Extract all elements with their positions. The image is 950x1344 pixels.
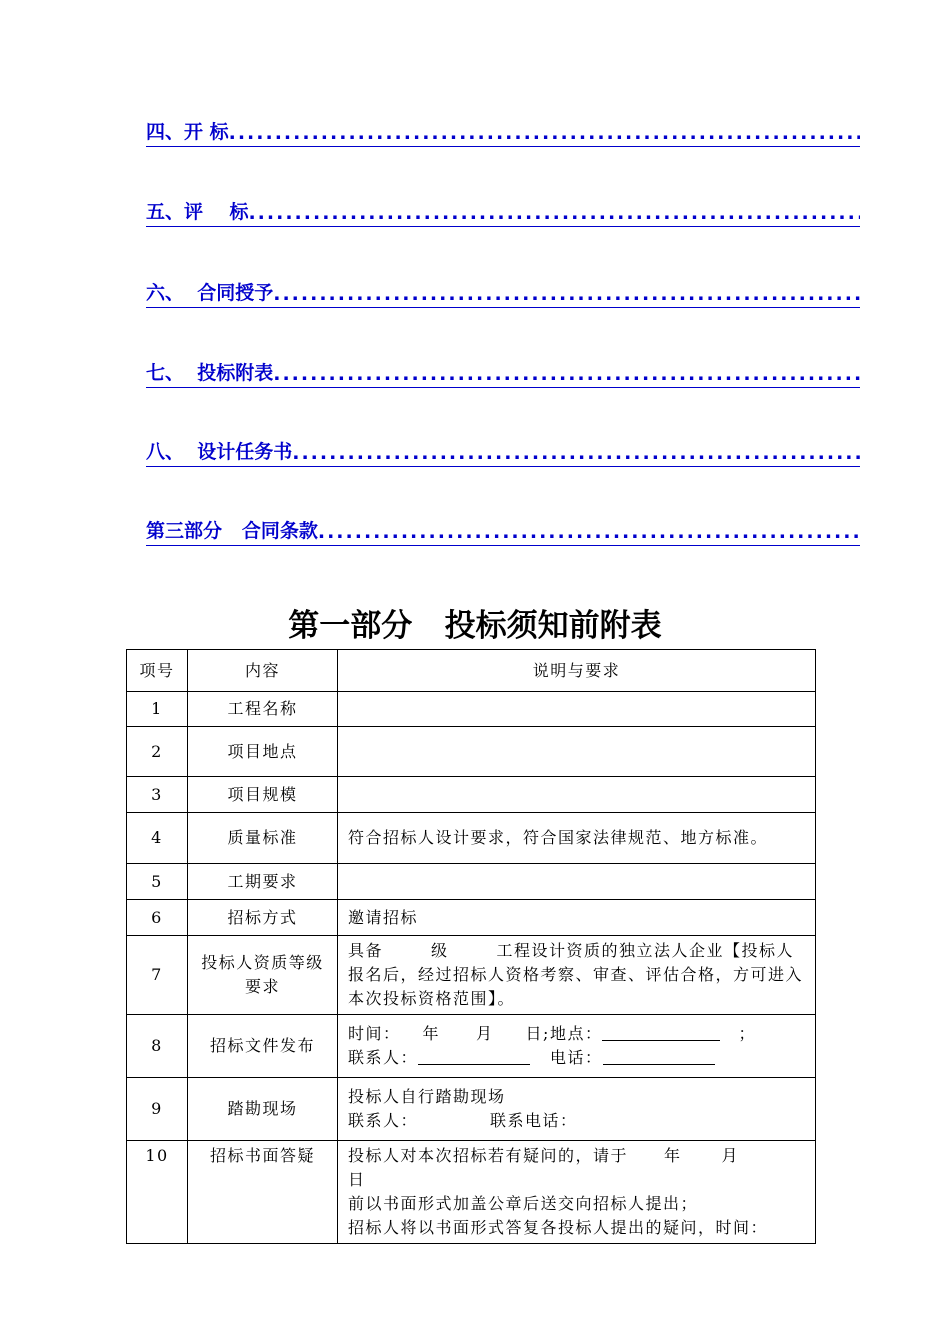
toc-entry-contract-award[interactable]	[146, 281, 860, 308]
row-no: 8	[127, 1015, 188, 1078]
row-desc	[338, 864, 816, 900]
toc-entry-label: 七、 投标附表	[146, 362, 274, 384]
toc-leader-dots	[248, 202, 860, 226]
qa-line-1	[348, 1144, 805, 1192]
table-row	[127, 813, 816, 864]
row-desc	[338, 777, 816, 813]
phone-blank	[603, 1046, 715, 1065]
release-year-label: 年	[422, 1024, 441, 1043]
header-content: 内容	[188, 650, 338, 692]
row-no: 5	[127, 864, 188, 900]
qa-year-label: 年	[664, 1146, 682, 1165]
semicolon: ；	[738, 1024, 756, 1043]
row-desc	[338, 936, 816, 1015]
toc-leader-dots	[229, 122, 860, 146]
toc-leader-dots	[292, 442, 860, 466]
table-row	[127, 900, 816, 936]
row-name: 招标书面答疑	[188, 1141, 338, 1244]
table-row	[127, 692, 816, 727]
toc-entry-contract-terms[interactable]	[146, 519, 860, 546]
row-name: 踏勘现场	[188, 1078, 338, 1141]
toc-leader-dots	[273, 283, 860, 307]
table-row	[127, 864, 816, 900]
location-blank	[602, 1022, 720, 1041]
row-desc	[338, 692, 816, 727]
row-name: 招标文件发布	[188, 1015, 338, 1078]
site-phone-label: 联系电话：	[490, 1111, 578, 1130]
release-contact-label: 联系人：	[348, 1048, 419, 1067]
table-row	[127, 777, 816, 813]
row-desc	[338, 727, 816, 777]
row-desc	[338, 1078, 816, 1141]
toc-entry-label: 第三部分 合同条款	[146, 520, 318, 542]
toc-leader-dots	[318, 521, 860, 545]
site-contact-label: 联系人：	[348, 1111, 419, 1130]
release-day-location-label: 日;地点：	[525, 1024, 603, 1043]
toc-entry-label: 四、开 标	[146, 121, 229, 143]
table-row	[127, 1015, 816, 1078]
row-no: 1	[127, 692, 188, 727]
table-header-row	[127, 650, 816, 692]
row-desc	[338, 1141, 816, 1244]
row-name: 投标人资质等级要求	[188, 936, 338, 1015]
row-no: 9	[127, 1078, 188, 1141]
toc-entry-label: 六、 合同授予	[146, 282, 274, 304]
qa-line-2: 前以书面形式加盖公章后送交向招标人提出；	[348, 1194, 699, 1213]
site-visit-line: 投标人自行踏勘现场	[348, 1087, 506, 1106]
row-desc: 邀请招标	[338, 900, 816, 936]
section-heading: 第一部分 投标须知前附表	[288, 608, 662, 644]
table-row	[127, 1078, 816, 1141]
qa-day-label: 日	[348, 1170, 366, 1189]
release-line-2	[348, 1046, 805, 1070]
table-row	[127, 727, 816, 777]
table-row	[127, 1141, 816, 1244]
row-name: 招标方式	[188, 900, 338, 936]
row-name: 项目地点	[188, 727, 338, 777]
qa-intro: 投标人对本次招标若有疑问的，请于	[348, 1146, 629, 1165]
row-no: 7	[127, 936, 188, 1015]
site-visit-contacts	[348, 1109, 805, 1133]
toc-entry-bid-appendix[interactable]	[146, 361, 860, 388]
row-no: 6	[127, 900, 188, 936]
toc-entry-opening[interactable]	[146, 120, 860, 147]
qualification-prefix: 具备	[348, 941, 384, 960]
release-line-1	[348, 1022, 805, 1046]
row-no: 10	[127, 1141, 188, 1244]
qualification-grade-label: 级	[431, 941, 449, 960]
toc-leader-dots	[273, 363, 860, 387]
row-no: 3	[127, 777, 188, 813]
header-description: 说明与要求	[338, 650, 816, 692]
qa-month-label: 月	[721, 1146, 740, 1165]
release-month-label: 月	[476, 1024, 494, 1043]
qa-line-3: 招标人将以书面形式答复各投标人提出的疑问，时间：	[348, 1218, 769, 1237]
row-name: 工期要求	[188, 864, 338, 900]
row-name: 质量标准	[188, 813, 338, 864]
table-row	[127, 936, 816, 1015]
bid-instructions-table	[126, 649, 816, 1244]
row-name: 项目规模	[188, 777, 338, 813]
header-item-no: 项号	[127, 650, 188, 692]
row-desc	[338, 1015, 816, 1078]
toc-entry-design-brief[interactable]	[146, 440, 860, 467]
contact-blank	[418, 1046, 530, 1065]
toc-entry-label: 五、评 标	[146, 201, 249, 223]
row-name: 工程名称	[188, 692, 338, 727]
row-no: 4	[127, 813, 188, 864]
row-desc: 符合招标人设计要求，符合国家法律规范、地方标准。	[338, 813, 816, 864]
toc-entry-label: 八、 设计任务书	[146, 441, 293, 463]
toc-entry-evaluation[interactable]	[146, 200, 860, 227]
release-phone-label: 电话：	[550, 1048, 603, 1067]
row-no: 2	[127, 727, 188, 777]
release-time-label: 时间：	[348, 1024, 401, 1043]
qualification-text: 工程设计资质的独立法人企业【投标人报名后，经过招标人资格考察、审查、评估合格，方可进入本次投标资格范围】。	[348, 941, 804, 1008]
